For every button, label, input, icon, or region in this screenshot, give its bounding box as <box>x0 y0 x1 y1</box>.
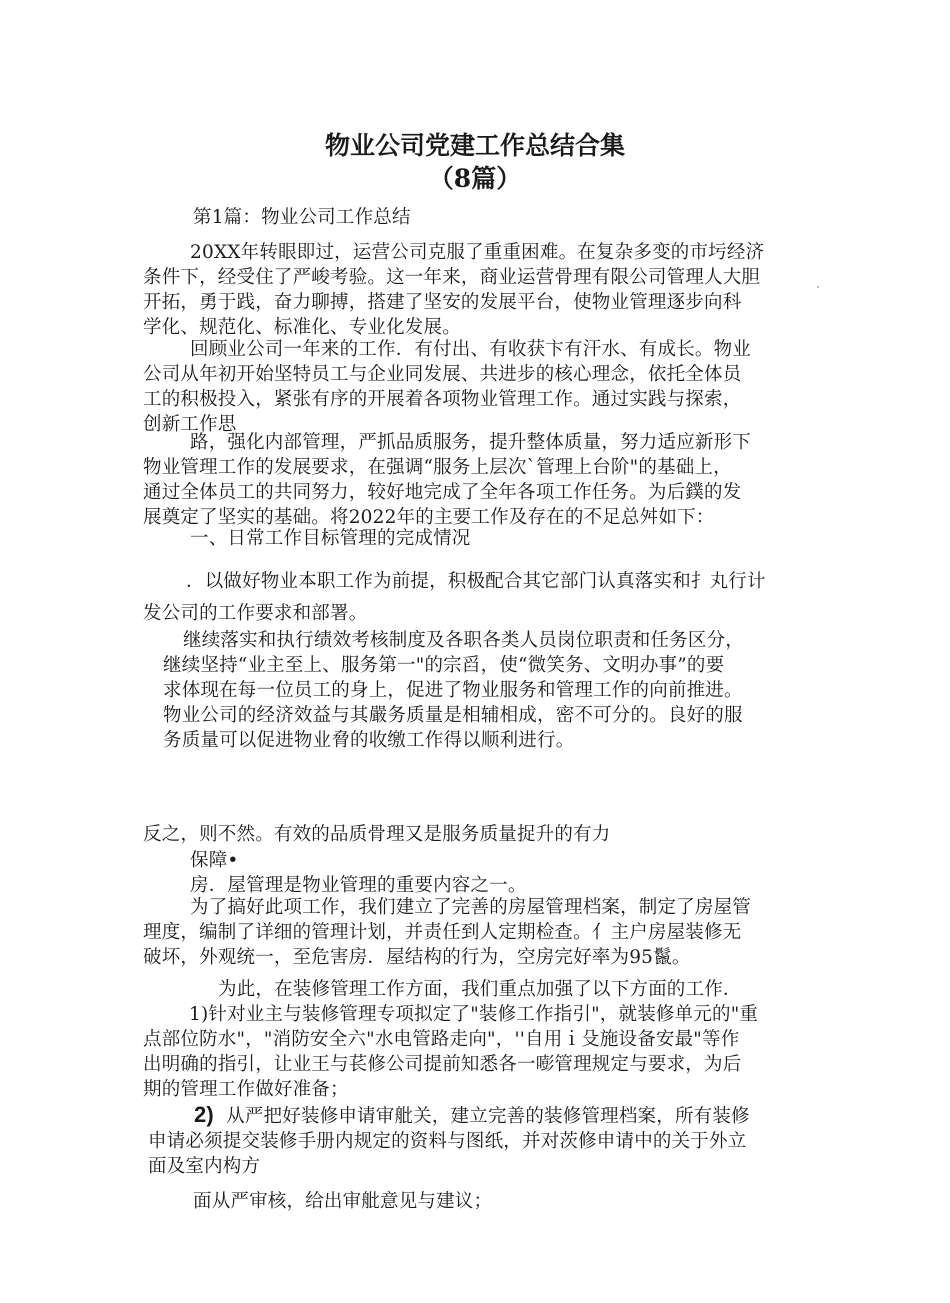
paragraph-5-line: 继续坚持“业主至上、服务第一"的宗舀，使“微笑务、文明办事”的要 <box>163 655 725 676</box>
paragraph-3-line: 物业管理工作的发展要求，在强调“服务上层次`管理上台阶"的基础上， <box>143 457 732 478</box>
paragraph-3-line: 展奠定了坚实的基础。将2022年的主要工作及存在的不足总舛如下： <box>143 507 715 528</box>
paragraph-2 <box>143 337 751 437</box>
paragraph-12-line: 面及室内构方 <box>148 1156 261 1177</box>
paragraph-2-line: 回顾业公司一年来的工作．有付出、有收获卞有汗水、有成长。物业 <box>190 339 752 360</box>
paragraph-12-number: 2) <box>194 1102 214 1127</box>
paragraph-1-line: 开拓，勇于践，奋力聊搏，搭建了坚安的发展平台，使物业管理逐步向科 <box>143 292 742 313</box>
paragraph-2-line: 公司从年初开始坚特员工与企业同发展、共进步的核心理念，依托全体员 <box>143 364 742 385</box>
paragraph-5-line: 物业公司的经济效益与其嚴务质量是相辅相成，密不可分的。良好的服 <box>163 705 743 726</box>
paragraph-9-line: 为了搞好此项工作，我们建立了完善的房屋管理档案，制定了房屋管 <box>190 897 752 918</box>
paragraph-11-line: 1)针对业主与装修管理专项拟定了"装修工作指引"，就装修单元的"重 <box>189 1004 759 1025</box>
paragraph-11-line: 点部位防水"，"消防安全六"水电管路走向"，''自用ｉ殳施设备安最"等作 <box>143 1029 740 1050</box>
paragraph-2-line: 工的积极投入，紧张有序的开展着各项物业管理工作。通过实践与探索， <box>143 389 742 410</box>
paragraph-6: 反之，则不然。有效的品质骨理又是服务质量捉升的有力 <box>143 824 611 845</box>
paragraph-10: 为此，在装修管理工作方面，我们重点加强了以下方面的工作． <box>218 979 742 1000</box>
paragraph-9-line: 破坏，外观统一，至危害房．屋结构的行为，空房完好率为95鬣。 <box>143 947 691 968</box>
paragraph-2-line: 创新工作思 <box>143 414 237 435</box>
speck-mark <box>817 286 819 288</box>
paragraph-5 <box>163 628 744 753</box>
paragraph-8: 房．屋管理是物业管理的重要内容之一。 <box>190 875 527 896</box>
paragraph-1-line: 条件下，经受住了严峻考验。这一年来，商业运营骨理有限公司管理人大胆 <box>143 267 761 288</box>
paragraph-12-first-text: 从严把好装修申请审舭关，建立完善的装修管理档案，所有装修 <box>226 1106 750 1127</box>
paragraph-3-line: 通过全体员工的共同努力，较好地完成了全年各项工作任务。为后鏷的发 <box>143 482 742 503</box>
chapter-heading: 第1篇：物业公司工作总结 <box>193 207 411 228</box>
paragraph-12-line <box>148 1102 750 1129</box>
paragraph-1-line: 20XX年转眼即过，运营公司克服了重重困难。在复杂多变的市圬经济 <box>190 242 765 263</box>
paragraph-4-line: 发公司的工作要求和部署。 <box>143 603 368 624</box>
paragraph-12-line: 申请必须提交装修手册内规定的资料与图纸，并对茨修申请中的关于外立 <box>148 1131 747 1152</box>
paragraph-13: 面从严审核，给出审舭意见与建议； <box>193 1191 493 1212</box>
paragraph-9 <box>143 895 751 970</box>
document-title: 物业公司党建工作总结合集 <box>324 131 625 160</box>
paragraph-5-line: 务质量可以促进物业脅的收缴工作得以顺利进行。 <box>163 730 575 751</box>
paragraph-11-line: 出明确的指引，让业王与苌修公司提前知悉各一嘭管理规定与要求，为后 <box>143 1054 742 1075</box>
paragraph-11 <box>143 1002 758 1102</box>
paragraph-4 <box>143 566 766 630</box>
document-subtitle: （8篇） <box>428 164 522 193</box>
paragraph-3-line: 路，强化内部管理，严抓品质服务，提升整体质量，努力适应新形下 <box>190 432 752 453</box>
paragraph-1 <box>143 240 764 340</box>
paragraph-5-line: 继续落实和执行绩效考核制度及各职各类人员岗位职责和任务区分， <box>183 630 745 651</box>
paragraph-5-line: 求体现在每一位员工的身上，促进了物业服务和管理工作的向前推进。 <box>163 680 743 701</box>
paragraph-3 <box>143 430 751 530</box>
paragraph-7: 保障• <box>190 850 239 871</box>
paragraph-9-line: 理度，编制了详细的管理计划，并责任到人定期检查。亻主户房屋装修无 <box>143 922 742 943</box>
paragraph-12 <box>148 1102 750 1179</box>
paragraph-4-line: ．以做好物业本职工作为前提，积极配合其它部门认真落实和扌丸行计 <box>186 571 766 592</box>
section-1-heading: 一、日常工作目标管理的完成情况 <box>190 528 471 549</box>
paragraph-11-line: 期的管理工作做好准备； <box>143 1079 349 1100</box>
paragraph-1-line: 学化、规范化、标准化、专业化发展。 <box>143 317 461 338</box>
